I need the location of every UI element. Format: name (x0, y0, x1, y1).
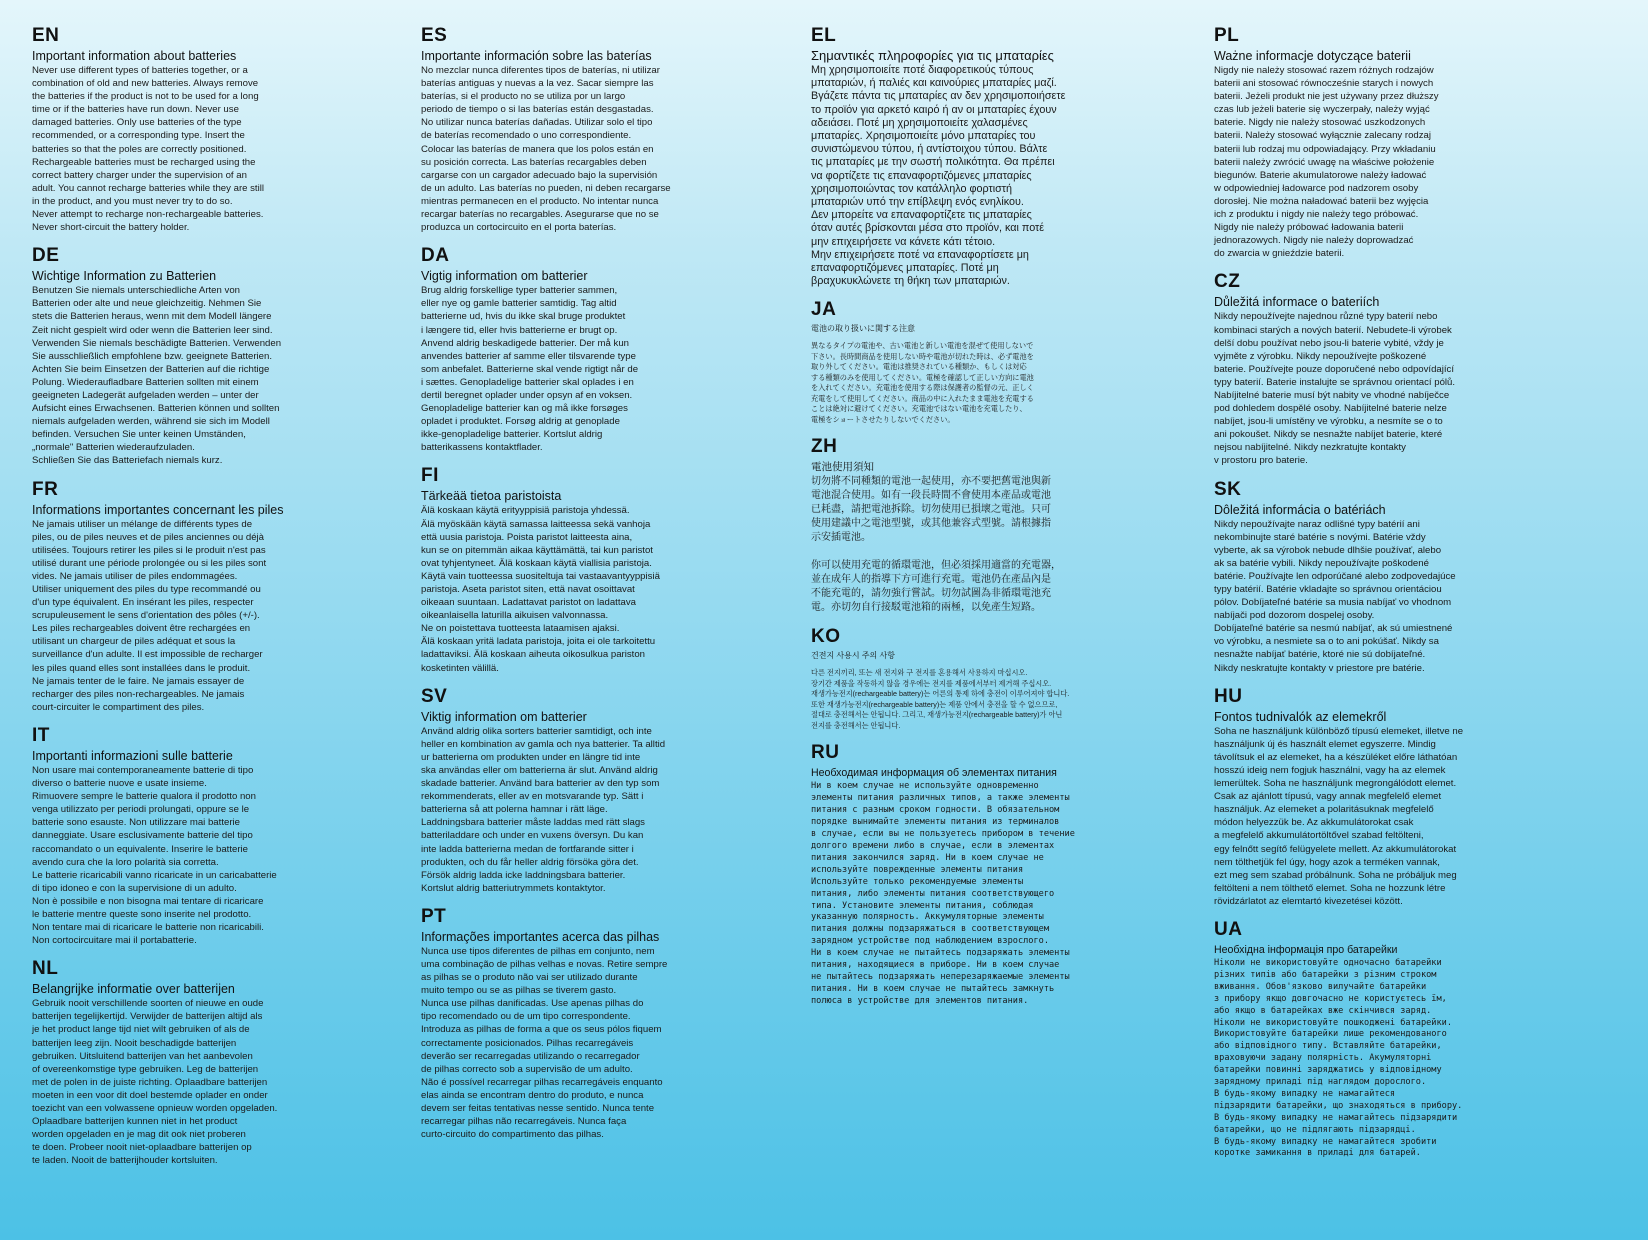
section-heading: Ważne informacje dotyczące baterii (1214, 49, 1411, 63)
section-body: No mezclar nunca diferentes tipos de baterías, ni utilizar baterías antiguas y nuevas a la vez. Sacar siempre las baterías, si el producto no se utiliza por un largo periodo de tiempo o si las baterías están desgastadas. No utilizar nunca baterías dañadas. Utilizar solo el tipo de baterías recomendado o uno correspondiente. Colocar las baterías de manera que los polos están en su posición correcta. Las baterías recargables deben cargarse con un cargador adecuado bajo la supervisión de un adulto. Las baterías no pueden, ni deben recargarse mientras permanecen en el producto. No intentar nunca recargar baterías no recargables. Asegurarse que no se produzca un cortocircuito en el porta baterías. (421, 65, 671, 234)
section-heading: Dôležitá informácia o batériách (1214, 502, 1386, 517)
section-body: Ніколи не використовуйте одночасно батарейки різних типів або батарейки з різним строком вживання. Обов'язково вилучайте батарейки з прибору якщо довгочасно не користуєтесь їм, або якщо в батарейках вже скінчився заряд. Ніколи не використовуйте пошкоджені батарейки. Використовуйте батарейки лише рекомендованого або відповідного типу. Вставляйте батарейки, враховуючи задану полярність. Акумуляторні батарейки повинні заряджатись у відповідному зарядному приладі під наглядом дорослого. В будь-якому випадку не намагайтеся підзарядити батарейки, що знаходяться в прибору. В будь-якому випадку не намагайтесь підзарядити батарейки, що не підлягають підзарядці. В будь-якому випадку не намагайтеся зробити коротке замикання в приладі для батарей. (1214, 957, 1463, 1159)
language-code: ES (421, 25, 448, 46)
section-body: Älä koskaan käytä erityyppisiä paristoja yhdessä. Älä myöskään käytä samassa laitteessa sekä vanhoja että uusia paristoja. Poista paristot laitteesta aina, kun se on pitemmän aikaa käyttämättä, tai kun paristot ovat tyhjentyneet. Älä koskaan käytä viallisia paristoja. Käytä vain tuotteessa suositeltuja tai vastaavantyyppisiä paristoja. Aseta paristot siten, että navat osoittavat oikeaan suuntaan. Ladattavat paristot on ladattava oikeanlaisella laturilla aikuisen valvonnassa. Ne on poistettava tuotteesta lataamisen ajaksi. Älä koskaan yritä ladata paristoja, joita ei ole tarkoitettu ladattaviksi. Älä koskaan aiheuta oikosulkua pariston kosketinten välillä. (421, 505, 660, 674)
column-1 (32, 26, 332, 1179)
section-heading: Belangrijke informatie over batterijen (32, 982, 235, 997)
section-heading: Informations importantes concernant les piles (32, 502, 284, 517)
language-code: KO (811, 626, 841, 648)
language-code: DE (32, 245, 60, 267)
section-heading: Необходимая информация об элементах питания (811, 767, 1057, 780)
section-it (32, 726, 332, 947)
section-hu (1214, 687, 1514, 908)
section-heading: Importanti informazioni sulle batterie (32, 748, 233, 763)
language-code: SV (421, 685, 448, 707)
section-body: Nikdy nepoužívajte naraz odlišné typy batérií ani nekombinujte staré batérie s novými. Batérie vždy vyberte, ak sa výrobok nebude dlhšie používať, alebo ak sa batérie vybili. Nikdy nepoužívajte poškodené batérie. Používajte len odporúčané alebo zodpovedajúce typy batérií. Batérie vkladajte so správnou orientáciou pólov. Dobíjateľné batérie sa musia nabíjať vo vhodnom nabíjači pod dozorom dospelej osoby. Dobíjateľné batérie sa nesmú nabíjať, ak sú umiestnené vo výrobku, a nesmiete sa o to ani pokúšať. Nikdy sa nesnažte nabíjať batérie, ktoré nie sú dobíjateľné. Nikdy neskratujte kontakty v priestore pre batérie. (1214, 518, 1456, 674)
language-code: CZ (1214, 271, 1241, 293)
column-4 (1214, 26, 1514, 1172)
language-code: NL (32, 958, 59, 980)
language-code: FI (421, 465, 439, 487)
section-pl (1214, 26, 1514, 260)
language-code: PT (421, 905, 447, 927)
section-body: Non usare mai contemporaneamente batterie di tipo diverso o batterie nuove e usate insieme. Rimuovere sempre le batterie qualora il prodotto non venga utilizzato per periodi prolungati, oppure se le batterie sono esauste. Non utilizzare mai batterie danneggiate. Usare esclusivamente batterie del tipo raccomandato o un equivalente. Inserire le batterie avendo cura che la loro polarità sia corretta. Le batterie ricaricabili vanno ricaricate in un caricabatterie di tipo idoneo e con la supervisione di un adulto. Non è possibile e non bisogna mai tentare di ricaricare le batterie mentre queste sono inserite nel prodotto. Non tentare mai di ricaricare le batterie non ricaricabili. Non cortocircuitare mai il portabatterie. (32, 764, 277, 947)
section-body: Never use different types of batteries together, or a combination of old and new batteries. Always remove the batteries if the product is not to be used for a long time or if the batteries have run down. Never use damaged batteries. Only use batteries of the type recommended, or a corresponding type. Insert the batteries so that the poles are correctly positioned. Rechargeable batteries must be recharged using the correct battery charger under the supervision of an adult. You cannot recharge batteries while they are still in the product, and you must never try to do so. Never attempt to recharge non-rechargeable batteries. Never short-circuit the battery holder. (32, 65, 264, 234)
section-pt (421, 907, 721, 1141)
section-heading: Importante información sobre las baterías (421, 49, 652, 63)
section-heading: Σημαντικές πληροφορίες για τις μπαταρίες (811, 48, 1054, 63)
section-heading: 電池の取り扱いに関する注意 (811, 324, 915, 334)
section-heading: Important information about batteries (32, 49, 237, 63)
section-es (421, 26, 721, 234)
section-heading: Wichtige Information zu Batterien (32, 269, 217, 284)
section-heading: Viktig information om batterier (421, 709, 587, 724)
section-body: 切勿將不同種類的電池一起使用，亦不要把舊電池與新 電池混合使用。如有一段長時間不會使用本產品或電池 已耗盡，請把電池拆除。切勿使用已損壞之電池。只可 使用建議中之電池型號，或其他兼容式型號。請根據指 示安插電池。 你可以使用充電的循環電池，但必須採用適當的充電器， 並在成年人的指導下方可進行充電。電池仍在產品內是 不能充電的，請勿強行嘗試。切勿試圖為非循環電池充 電。亦切勿自行接駁電池箱的兩極，以免產生短路。 (811, 476, 1061, 614)
section-body: Nigdy nie należy stosować razem różnych rodzajów baterii ani stosować równocześnie starych i nowych baterii. Jeżeli produkt nie jest używany przez dłuższy czas lub jeżeli baterie się wyczerpały, należy wyjąć baterie. Nigdy nie należy stosować uszkodzonych baterii. Należy stosować wyłącznie zalecany rodzaj baterii lub rodzaj mu odpowiadający. Przy wkładaniu baterii należy zwrócić uwagę na właściwe położenie biegunów. Baterie akumulatorowe należy ładować w odpowiedniej ładowarce pod nadzorem osoby dorosłej. Nie można naładować baterii bez wyjęcia ich z produktu i nigdy nie należy tego próbować. Nigdy nie należy próbować ładowania baterii jednorazowych. Nigdy nie należy doprowadzać do zwarcia w gnieździe baterii. (1214, 65, 1439, 260)
language-code: HU (1214, 685, 1243, 707)
section-body: Benutzen Sie niemals unterschiedliche Arten von Batterien oder alte und neue gleichzeitig. Nehmen Sie stets die Batterien heraus, wenn mit dem Modell längere Zeit nicht gespielt wird oder wenn die Batterien leer sind. Verwenden Sie niemals beschädigte Batterien. Verwenden Sie ausschließlich empfohlene bzw. geeignete Batterien. Achten Sie beim Einsetzen der Batterien auf die richtige Polung. Wiederaufladbare Batterien sollten mit einem geeigneten Ladegerät aufgeladen werden – unter der Aufsicht eines Erwachsenen. Batterien können und sollten niemals aufgeladen werden, während sie sich im Modell befinden. Versuchen Sie unter keinen Umständen, „normale" Batterien wiederaufzuladen. Schließen Sie das Batteriefach niemals kurz. (32, 285, 282, 467)
section-body: Brug aldrig forskellige typer batterier sammen, eller nye og gamle batterier samtidig. Tag altid batterierne ud, hvis du ikke skal bruge produktet i længere tid, eller hvis batterierne er brugt op. Anvend aldrig beskadigede batterier. Der må kun anvendes batterier af samme eller tilsvarende type som anbefalet. Batterierne skal vende rigtigt når de i sættes. Genopladelige batterier skal oplades i en dertil beregnet oplader under opsyn af en voksen. Genopladelige batterier kan og må ikke forsøges opladet i produktet. Forsøg aldrig at genoplade ikke-genopladelige batterier. Kortslut aldrig batterikassens kontaktflader. (421, 285, 639, 454)
language-code: PL (1214, 25, 1240, 46)
section-heading: 건전지 사용시 주의 사항 (811, 651, 895, 661)
section-heading: Fontos tudnivalók az elemekről (1214, 709, 1387, 724)
section-el (811, 26, 1111, 288)
section-cz (1214, 272, 1514, 467)
section-ko (811, 627, 1111, 731)
section-en (32, 26, 332, 234)
section-body: Ne jamais utiliser un mélange de différents types de piles, ou de piles neuves et de piles anciennes ou déjà utilisées. Toujours retirer les piles si le produit n'est pas utilisé durant une période prolongée ou si les piles sont vides. Ne jamais utiliser de piles endommagées. Utiliser uniquement des piles du type recommandé ou d'un type équivalent. En insérant les piles, respecter scrupuleusement le sens d'orientation des pôles (+/-). Les piles rechargeables doivent être rechargées en utilisant un chargeur de piles adéquat et sous la surveillance d'un adulte. Il est impossible de recharger les piles quand elles sont installées dans le produit. Ne jamais tenter de le faire. Ne jamais essayer de recharger des piles non-rechargeables. Ne jamais court-circuiter le compartiment des piles. (32, 518, 267, 713)
section-sk (1214, 480, 1514, 675)
language-code: SK (1214, 478, 1242, 500)
language-code: JA (811, 299, 837, 321)
section-body: 異なるタイプの電池や、古い電池と新しい電池を混ぜて使用しないで 下さい。長時間商品を使用しない時や電池が切れた時は、必ず電池を 取り外してください。電池は推奨されている種類か、もしくは対応 する種類のみを使用してください。電極を確認して正しい方向に電池 を入れてください。充電池を使用する際は保護者の監督の元、正しく 充電をして使用してください。商品の中に入れたまま電池を充電する ことは絶対に避けてください。充電池ではない電池を充電したり、 電極をショートさせたりしないでください。 (811, 341, 1034, 424)
section-body: Nunca use tipos diferentes de pilhas em conjunto, nem uma combinação de pilhas velhas e novas. Retire sempre as pilhas se o produto não vai ser utilizado durante muito tempo ou se as pilhas se tiverem gasto. Nunca use pilhas danificadas. Use apenas pilhas do tipo recomendado ou de um tipo correspondente. Introduza as pilhas de forma a que os seus pólos fiquem correctamente posicionados. Pilhas recarregáveis deverão ser recarregadas utilizando o recarregador de pilhas correcto sob a supervisão de um adulto. Não é possível recarregar pilhas recarregáveis enquanto elas ainda se encontram dentro do produto, e nunca devem ser feitas tentativas nesse sentido. Nunca tente recarregar pilhas não recarregáveis. Nunca faça curto-circuito do compartimento das pilhas. (421, 945, 668, 1141)
section-body: Nikdy nepoužívejte najednou různé typy baterií nebo kombinaci starých a nových baterií. Nebudete-li výrobek delší dobu používat nebo jsou-li baterie vybité, vždy je vyjměte z výrobku. Nikdy nepoužívejte poškozené baterie. Používejte pouze doporučené nebo odpovídající typy baterií. Baterie instalujte se správnou orientací pólů. Nabíjitelné baterie musí být nabity ve vhodné nabíječce pod dohledem dospělé osoby. Nabíjitelné baterie nelze nabíjet, jsou-li umístěny ve výrobku, a nesmíte se o to ani pokoušet. Nikdy se nesnažte nabíjet baterie, které nejsou nabíjitelné. Nikdy nezkratujte kontakty v prostoru pro baterie. (1214, 311, 1456, 467)
section-ja (811, 300, 1111, 425)
language-code: ZH (811, 436, 838, 458)
section-heading: 電池使用須知 (811, 461, 874, 474)
language-code: EN (32, 25, 60, 46)
section-body: Ни в коем случае не используйте одновременно элементы питания различных типов, а также элементы питания с разным сроком годности. В обязательном порядке вынимайте элементы питания из терминалов в случае, если вы не пользуетесь прибором в течение долгого времени либо в случае, если в элементах питания закончился заряд. Ни в коем случае не используйте поврежденные элементы питания Используйте только рекомендуемые элементы питания, либо элементы питания соответствующего типа. Установите элементы питания, соблюдая указанную полярность. Аккумуляторные элементы питания должны подзаряжаться в соответствующем зарядном устройстве под наблюдением взрослого. Ни в коем случае не пытайтесь подзаряжать элементы питания, находящиеся в приборе. Ни в коем случае не пытайтесь подзаряжать неперезаряжаемые элементы питания. Ни в коем случае не пытайтесь замкнуть полюса в устройстве для элементов питания. (811, 781, 1075, 1006)
section-sv (421, 687, 721, 895)
section-ua (1214, 920, 1514, 1160)
language-code: UA (1214, 918, 1243, 940)
section-body: 다른 전지끼리, 또는 새 전지와 구 전지를 혼용해서 사용하지 마십시오. 장기간 제품을 작동하지 않을 경우에는 전지를 제품에서부터 제거해 주십시오. 재생가능전지(rechargeable battery)는 어른의 통제 하에 충전이 이루어져야 합니다. 또한 재생가능전지(rechargeable battery)는 제품 안에서 충전을 할 수 없으므로, 절대로 충전해서는 안됩니다. 그리고, 재생가능전지(rechargeable battery)가 아닌 전지를 충전해서는 안됩니다. (811, 668, 1070, 730)
section-ru (811, 743, 1111, 1007)
language-code: IT (32, 724, 50, 746)
language-code: DA (421, 245, 450, 267)
language-code: FR (32, 478, 59, 500)
column-2 (421, 26, 721, 1153)
section-heading: Tärkeää tietoa paristoista (421, 489, 562, 504)
section-heading: Необхідна інформація про батарейки (1214, 943, 1398, 956)
section-da (421, 246, 721, 454)
section-body: Soha ne használjunk különböző típusú elemeket, illetve ne használjunk új és használt elemet egyszerre. Mindig távolítsuk el az elemeket, ha a készüléket előre láthatóan hosszú ideig nem fogjuk használni, vagy ha az elemek lemerültek. Soha ne használjunk megrongálódott elemet. Csak az ajánlott típusú, vagy annak megfelelő elemet használjuk. Az elemeket a polaritásuknak megfelelő módon helyezzük be. Az akkumulátorokat csak a megfelelő akkumulátortöltővel szabad feltölteni, egy felnőtt segítő felügyelete mellett. Az akkumulátorokat nem tölthetjük fel úgy, hogy azok a terméken vannak, ezt meg sem szabad próbálnunk. Soha ne próbáljuk meg feltölteni a nem tölthető elemet. Soha ne hozzunk létre rövidzárlatot az elemtartó kivezetései között. (1214, 725, 1464, 907)
section-body: Μη χρησιμοποιείτε ποτέ διαφορετικούς τύπους μπαταριών, ή παλιές και καινούριες μπαταρίες μαζί. Βγάζετε πάντα τις μπαταρίες αν δεν χρησιμοποιήσετε το προϊόν για αρκετό καιρό ή αν οι μπαταρίες έχουν αδειάσει. Ποτέ μη χρησιμοποιείτε χαλασμένες μπαταρίες. Χρησιμοποιείτε μόνο μπαταρίες του συνιστώμενου τύπου, ή αντίστοιχου τύπου. Βάλτε τις μπαταρίες με την σωστή πολικότητα. Θα πρέπει να φορτίζετε τις επαναφορτιζόμενες μπαταρίες χρησιμοποιώντας τον κατάλληλο φορτιστή μπαταριών υπό την επίβλεψη ενός ενηλίκου. Δεν μπορείτε να επαναφορτίζετε τις μπαταρίες όταν αυτές βρίσκονται μέσα στο προϊόν, και ποτέ μην επιχειρήσετε να κάνετε κάτι τέτοιο. Μην επιχειρήσετε ποτέ να επαναφορτίσετε μη επαναφορτιζόμενες μπαταρίες. Ποτέ μη βραχυκυκλώνετε τη θήκη των μπαταριών. (811, 64, 1066, 288)
section-body: Gebruik nooit verschillende soorten of nieuwe en oude batterijen tegelijkertijd. Verwijder de batterijen altijd als je het product lange tijd niet wilt gebruiken of als de batterijen leeg zijn. Nooit beschadigde batterijen gebruiken. Uitsluitend batterijen van het aanbevolen of overeenkomstige type gebruiken. Leg de batterijen met de polen in de juiste richting. Oplaadbare batterijen moeten in een voor dit doel bestemde oplader en onder toezicht van een volwassene opnieuw worden opgeladen. Oplaadbare batterijen kunnen niet in het product worden opgeladen en je mag dit ook niet proberen te doen. Probeer nooit niet-oplaadbare batterijen op te laden. Nooit de batterijhouder kortsluiten. (32, 998, 278, 1167)
section-fr (32, 480, 332, 714)
section-fi (421, 466, 721, 674)
section-heading: Důležitá informace o bateriích (1214, 295, 1380, 310)
language-code: RU (811, 742, 840, 764)
language-code: EL (811, 25, 837, 46)
column-3 (811, 26, 1111, 1020)
section-body: Använd aldrig olika sorters batterier samtidigt, och inte heller en kombination av gamla och nya batterier. Ta alltid ur batterierna om produkten under en längre tid inte ska användas eller om batterierna är slut. Använd aldrig skadade batterier. Använd bara batterier av den typ som rekommenderats, eller av en motsvarande typ. Sätt i batterierna så att polerna hamnar i rätt läge. Laddningsbara batterier måste laddas med rätt slags batteriladdare och under en vuxens översyn. Du kan inte ladda batterierna medan de fortfarande sitter i produkten, och du får heller aldrig försöka göra det. Försök aldrig ladda icke laddningsbara batterier. Kortslut aldrig batteriutrymmets kontaktytor. (421, 725, 666, 894)
section-heading: Informações importantes acerca das pilhas (421, 929, 660, 944)
section-de (32, 246, 332, 467)
section-zh (811, 437, 1111, 615)
section-nl (32, 959, 332, 1167)
section-heading: Vigtig information om batterier (421, 269, 588, 284)
